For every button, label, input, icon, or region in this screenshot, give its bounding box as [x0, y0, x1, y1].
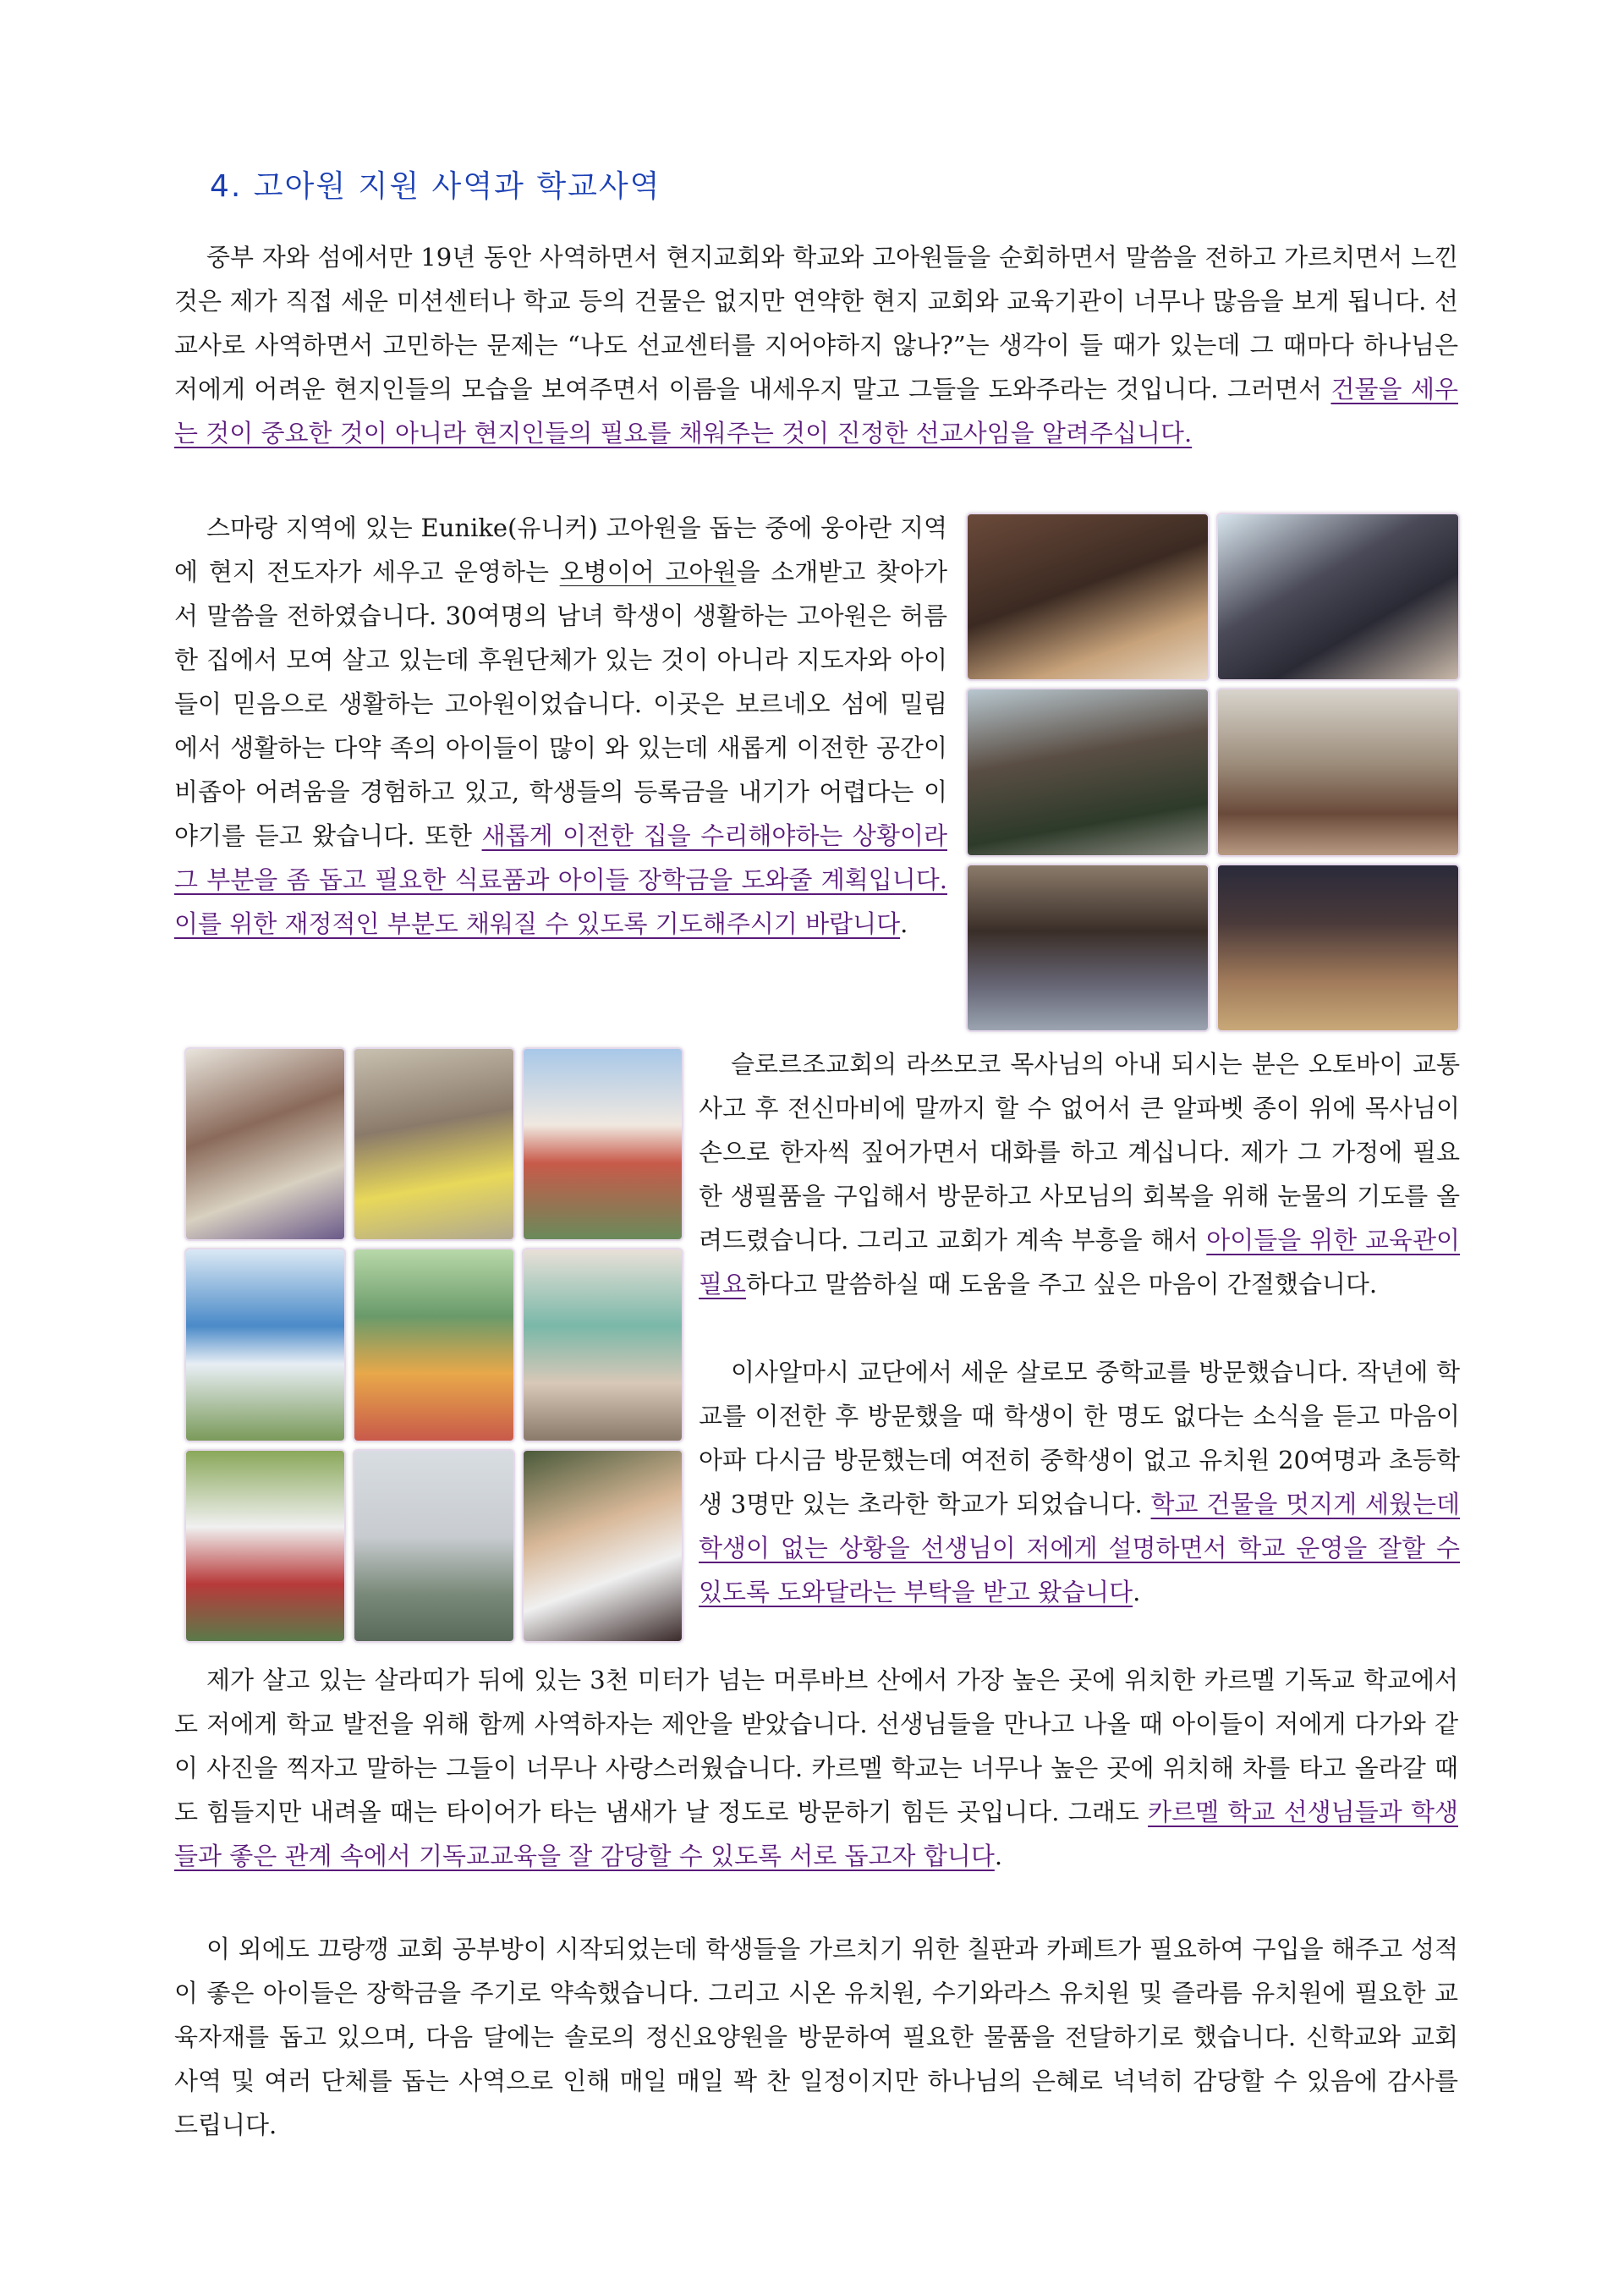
gift-delivery-photo: [353, 1047, 514, 1241]
church-visit-text-b: 하다고 말씀하실 때 도움을 주고 싶은 마음이 간절했습니다.: [746, 1270, 1378, 1298]
paragraph-other-ministries: [174, 1927, 1458, 2147]
school-building-photo: [184, 1248, 346, 1441]
paragraph-intro: [174, 235, 1458, 455]
paragraph-church-visit: [699, 1042, 1460, 1306]
paragraph-carmel-school: [174, 1658, 1458, 1878]
orphanage-underlined: 새롭게 이전한 집을 수리해야하는 상황이라 그 부분을 좀 돕고 필요한 식료품과 아이들 장학금을 도와줄 계획입니다. 이를 위한 재정적인 부분도 채워질 수 있도록 기도해주시기 바랍니다: [174, 821, 947, 938]
intro-underlined: 건물을 세우는 것이 중요한 것이 아니라 현지인들의 필요를 채워주는 것이 진정한 선교사임을 알려주십니다.: [174, 375, 1458, 447]
orphanage-text-b: 을 소개받고 찾아가서 말씀을 전하였습니다. 30여명의 남녀 학생이 생활하는 고아원은 허름한 집에서 모여 살고 있는데 후원단체가 있는 것이 아니라 지도자와 아이들이 믿음으로 생활하는 고아원이었습니다. 이곳은 보르네오 섬에 밀림에서 생활하는 다약 족의 아이들이 많이 와 있는데 새롭게 이전한 공간이 비좁아 어려움을 경험하고 있고, 학생들의 등록금을 내기가 어렵다는 이야기를 듣고 왔습니다. 또한: [174, 557, 947, 850]
other-ministries-text: 이 외에도 끄랑깽 교회 공부방이 시작되었는데 학생들을 가르치기 위한 칠판과 카페트가 필요하여 구입을 해주고 성적이 좋은 아이들은 장학금을 주기로 약속했습니다. 그리고 시온 유치원, 수기와라스 유치원 및 즐라름 유치원에 필요한 교육자재를 돕고 있으며, 다음 달에는 솔로의 정신요양원을 방문하여 필요한 물품을 전달하기로 했습니다. 신학교와 교회 사역 및 여러 단체를 돕는 사역으로 인해 매일 매일 꽉 찬 일정이지만 하나님의 은혜로 넉넉히 감당할 수 있음에 감사를 드립니다.: [174, 1935, 1458, 2139]
paragraph-middle-school: [699, 1350, 1460, 1614]
paragraph-orphanage: [174, 506, 947, 946]
carmel-text: 제가 살고 있는 살라띠가 뒤에 있는 3천 미터가 넘는 머루바브 산에서 가장 높은 곳에 위치한 카르멜 기독교 학교에서도 저에게 학교 발전을 위해 함께 사역하자는 제안을 받았습니다. 선생님들을 만나고 나올 때 아이들이 저에게 다가와 같이 사진을 찍자고 말하는 그들이 너무나 사랑스러웠습니다. 카르멜 학교는 너무나 높은 곳에 위치해 차를 타고 올라갈 때도 힘들지만 내려올 때는 타이어가 타는 냄새가 날 정도로 방문하기 힘든 곳입니다. 그래도: [174, 1666, 1458, 1826]
kindergarten-class-photo: [353, 1248, 514, 1441]
middle-school-end: .: [1133, 1578, 1141, 1606]
pastor-wife-photo: [184, 1047, 346, 1241]
bunk-room-photo: [966, 864, 1210, 1032]
carmel-underlined: 카르멜 학교 선생님들과 학생들과 좋은 관계 속에서 기독교교육을 잘 감당할 수 있도록 서로 돕고자 합니다: [174, 1798, 1458, 1870]
church-visit-text-a: 슬로르조교회의 라쓰모코 목사님의 아내 되시는 분은 오토바이 교통사고 후 전신마비에 말까지 할 수 없어서 큰 알파벳 종이 위에 목사님이 손으로 한자씩 짚어가면서 대화를 하고 계십니다. 제가 그 가정에 필요한 생필품을 구입해서 방문하고 사모님의 회복을 위해 눈물의 기도를 올려드렸습니다. 그리고 교회가 계속 부흥을 해서: [699, 1050, 1460, 1255]
carmel-end: .: [994, 1842, 1003, 1870]
mountain-village-photo: [353, 1449, 514, 1643]
church-visit-underlined: 아이들을 위한 교육관이 필요: [699, 1226, 1460, 1298]
middle-school-underlined: 학교 건물을 멋지게 세웠는데 학생이 없는 상황을 선생님이 저에게 설명하면서 학교 운영을 잘할 수 있도록 도와달라는 부탁을 받고 왔습니다: [699, 1490, 1460, 1606]
playground-photo: [522, 1248, 683, 1441]
dorm-room-photo: [1216, 864, 1460, 1032]
intro-text: 중부 자와 섬에서만 19년 동안 사역하면서 현지교회와 학교와 고아원들을 순회하면서 말씀을 전하고 가르치면서 느낀 것은 제가 직접 세운 미션센터나 학교 등의 건물은 없지만 연약한 현지 교회와 교육기관이 너무나 많음을 보게 됩니다. 선교사로 사역하면서 고민하는 문제는 “나도 선교센터를 지어야하지 않나?”는 생각이 들 때가 있는데 그 때마다 하나님은 저에게 어려운 현지인들의 모습을 보여주면서 이름을 내세우지 말고 그들을 도와주라는 것입니다. 그러면서: [174, 243, 1458, 404]
church-school-photo-grid: [184, 1047, 683, 1643]
orphanage-group-photo: [966, 513, 1210, 681]
orphanage-text-a: 스마랑 지역에 있는 Eunike(유니커) 고아원을 돕는 중에 웅아란 지역에 현지 전도자가 세우고 운영하는: [174, 513, 947, 586]
section-title: 4. 고아원 지원 사역과 학교사역: [210, 169, 661, 204]
house-exterior-photo: [966, 688, 1210, 856]
church-building-photo: [522, 1047, 683, 1241]
orphanage-gathering-photo: [1216, 513, 1460, 681]
middle-school-text: 이사알마시 교단에서 세운 살로모 중학교를 방문했습니다. 작년에 학교를 이전한 후 방문했을 때 학생이 한 명도 없다는 소식을 듣고 마음이 아파 다시금 방문했는데 여전히 중학생이 없고 유치원 20여명과 초등학생 3명만 있는 초라한 학교가 되었습니다.: [699, 1358, 1460, 1518]
house-interior-photo: [1216, 688, 1460, 856]
children-selfie-photo: [522, 1449, 683, 1643]
orphanage-name: 오병이어 고아원: [559, 557, 737, 586]
orphanage-photo-grid: [966, 513, 1460, 1032]
orphanage-end: .: [900, 909, 908, 938]
students-group-photo: [184, 1449, 346, 1643]
